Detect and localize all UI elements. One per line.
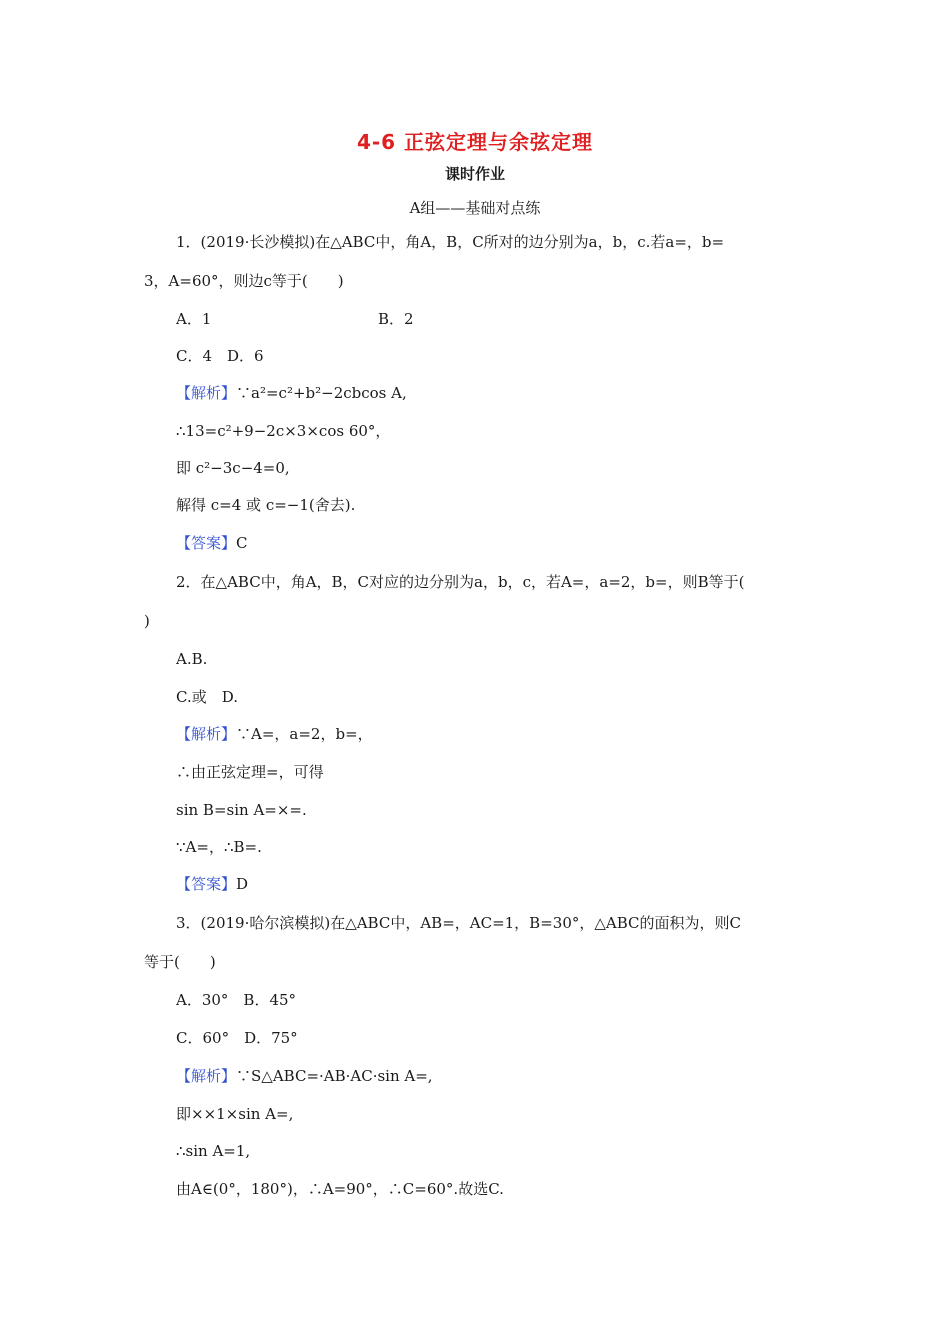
q1-option-b: B．2	[378, 310, 414, 328]
q1-stem-line2: 3，A=60°，则边c等于( )	[144, 272, 344, 290]
q3-option-cd: C．60° D．75°	[176, 1029, 298, 1047]
q3-stem-line2: 等于( )	[144, 953, 216, 971]
analysis-tag: 【解析】	[176, 384, 237, 402]
q1-solution-text1: ∵a²=c²+b²−2cbcos A,	[236, 384, 407, 402]
q3-solution-line2: 即××1×sin A=,	[176, 1105, 294, 1123]
q2-answer-line	[176, 874, 248, 894]
analysis-tag: 【解析】	[176, 725, 237, 743]
q1-answer-line	[176, 533, 248, 553]
q3-stem-line1: 3．(2019·哈尔滨模拟)在△ABC中，AB=，AC=1，B=30°，△ABC的面积为，则C	[176, 914, 741, 932]
analysis-tag: 【解析】	[176, 1067, 237, 1085]
q2-solution-text1: ∵A=，a=2，b=，	[236, 725, 373, 743]
q3-option-ab: A．30° B．45°	[176, 991, 297, 1009]
q2-option-cd: C.或 D.	[176, 688, 238, 706]
q1-solution-line2: ∴13=c²+9−2c×3×cos 60°，	[176, 422, 391, 440]
q2-stem-line2: )	[144, 612, 150, 630]
q2-stem-line1: 2．在△ABC中，角A，B，C对应的边分别为a，b，c，若A=，a=2，b=，则B等于(	[176, 573, 745, 591]
q1-stem-line1: 1．(2019·长沙模拟)在△ABC中，角A，B，C所对的边分别为a，b，c.若a=，b=	[176, 233, 725, 251]
q1-answer: C	[236, 534, 248, 552]
q2-solution-line4: ∵A=，∴B=.	[176, 838, 262, 856]
q2-option-ab: A.B.	[176, 650, 208, 668]
group-heading: A组——基础对点练	[409, 199, 541, 217]
answer-tag: 【答案】	[176, 534, 237, 552]
q2-answer: D	[236, 875, 249, 893]
page-subtitle: 课时作业	[444, 165, 505, 183]
q1-solution-line4: 解得 c=4 或 c=−1(舍去).	[176, 496, 356, 514]
q3-solution-line3: ∴sin A=1,	[176, 1142, 251, 1160]
q2-solution-line1	[176, 724, 373, 744]
q3-solution-line1	[176, 1066, 433, 1086]
q2-solution-line2: ∴由正弦定理=，可得	[176, 763, 324, 781]
q1-solution-line1	[176, 383, 407, 403]
q1-option-a: A．1	[176, 310, 212, 328]
q3-solution-text1: ∵S△ABC=·AB·AC·sin A=,	[236, 1067, 433, 1085]
q1-solution-line3: 即 c²−3c−4=0,	[176, 459, 290, 477]
answer-tag: 【答案】	[176, 875, 237, 893]
q1-option-cd: C．4 D．6	[176, 347, 264, 365]
page-title: 4-6 正弦定理与余弦定理	[356, 130, 594, 154]
q2-solution-line3: sin B=sin A=×=.	[176, 801, 307, 819]
q3-solution-line4: 由A∈(0°，180°)，∴A=90°，∴C=60°.故选C.	[176, 1180, 504, 1198]
